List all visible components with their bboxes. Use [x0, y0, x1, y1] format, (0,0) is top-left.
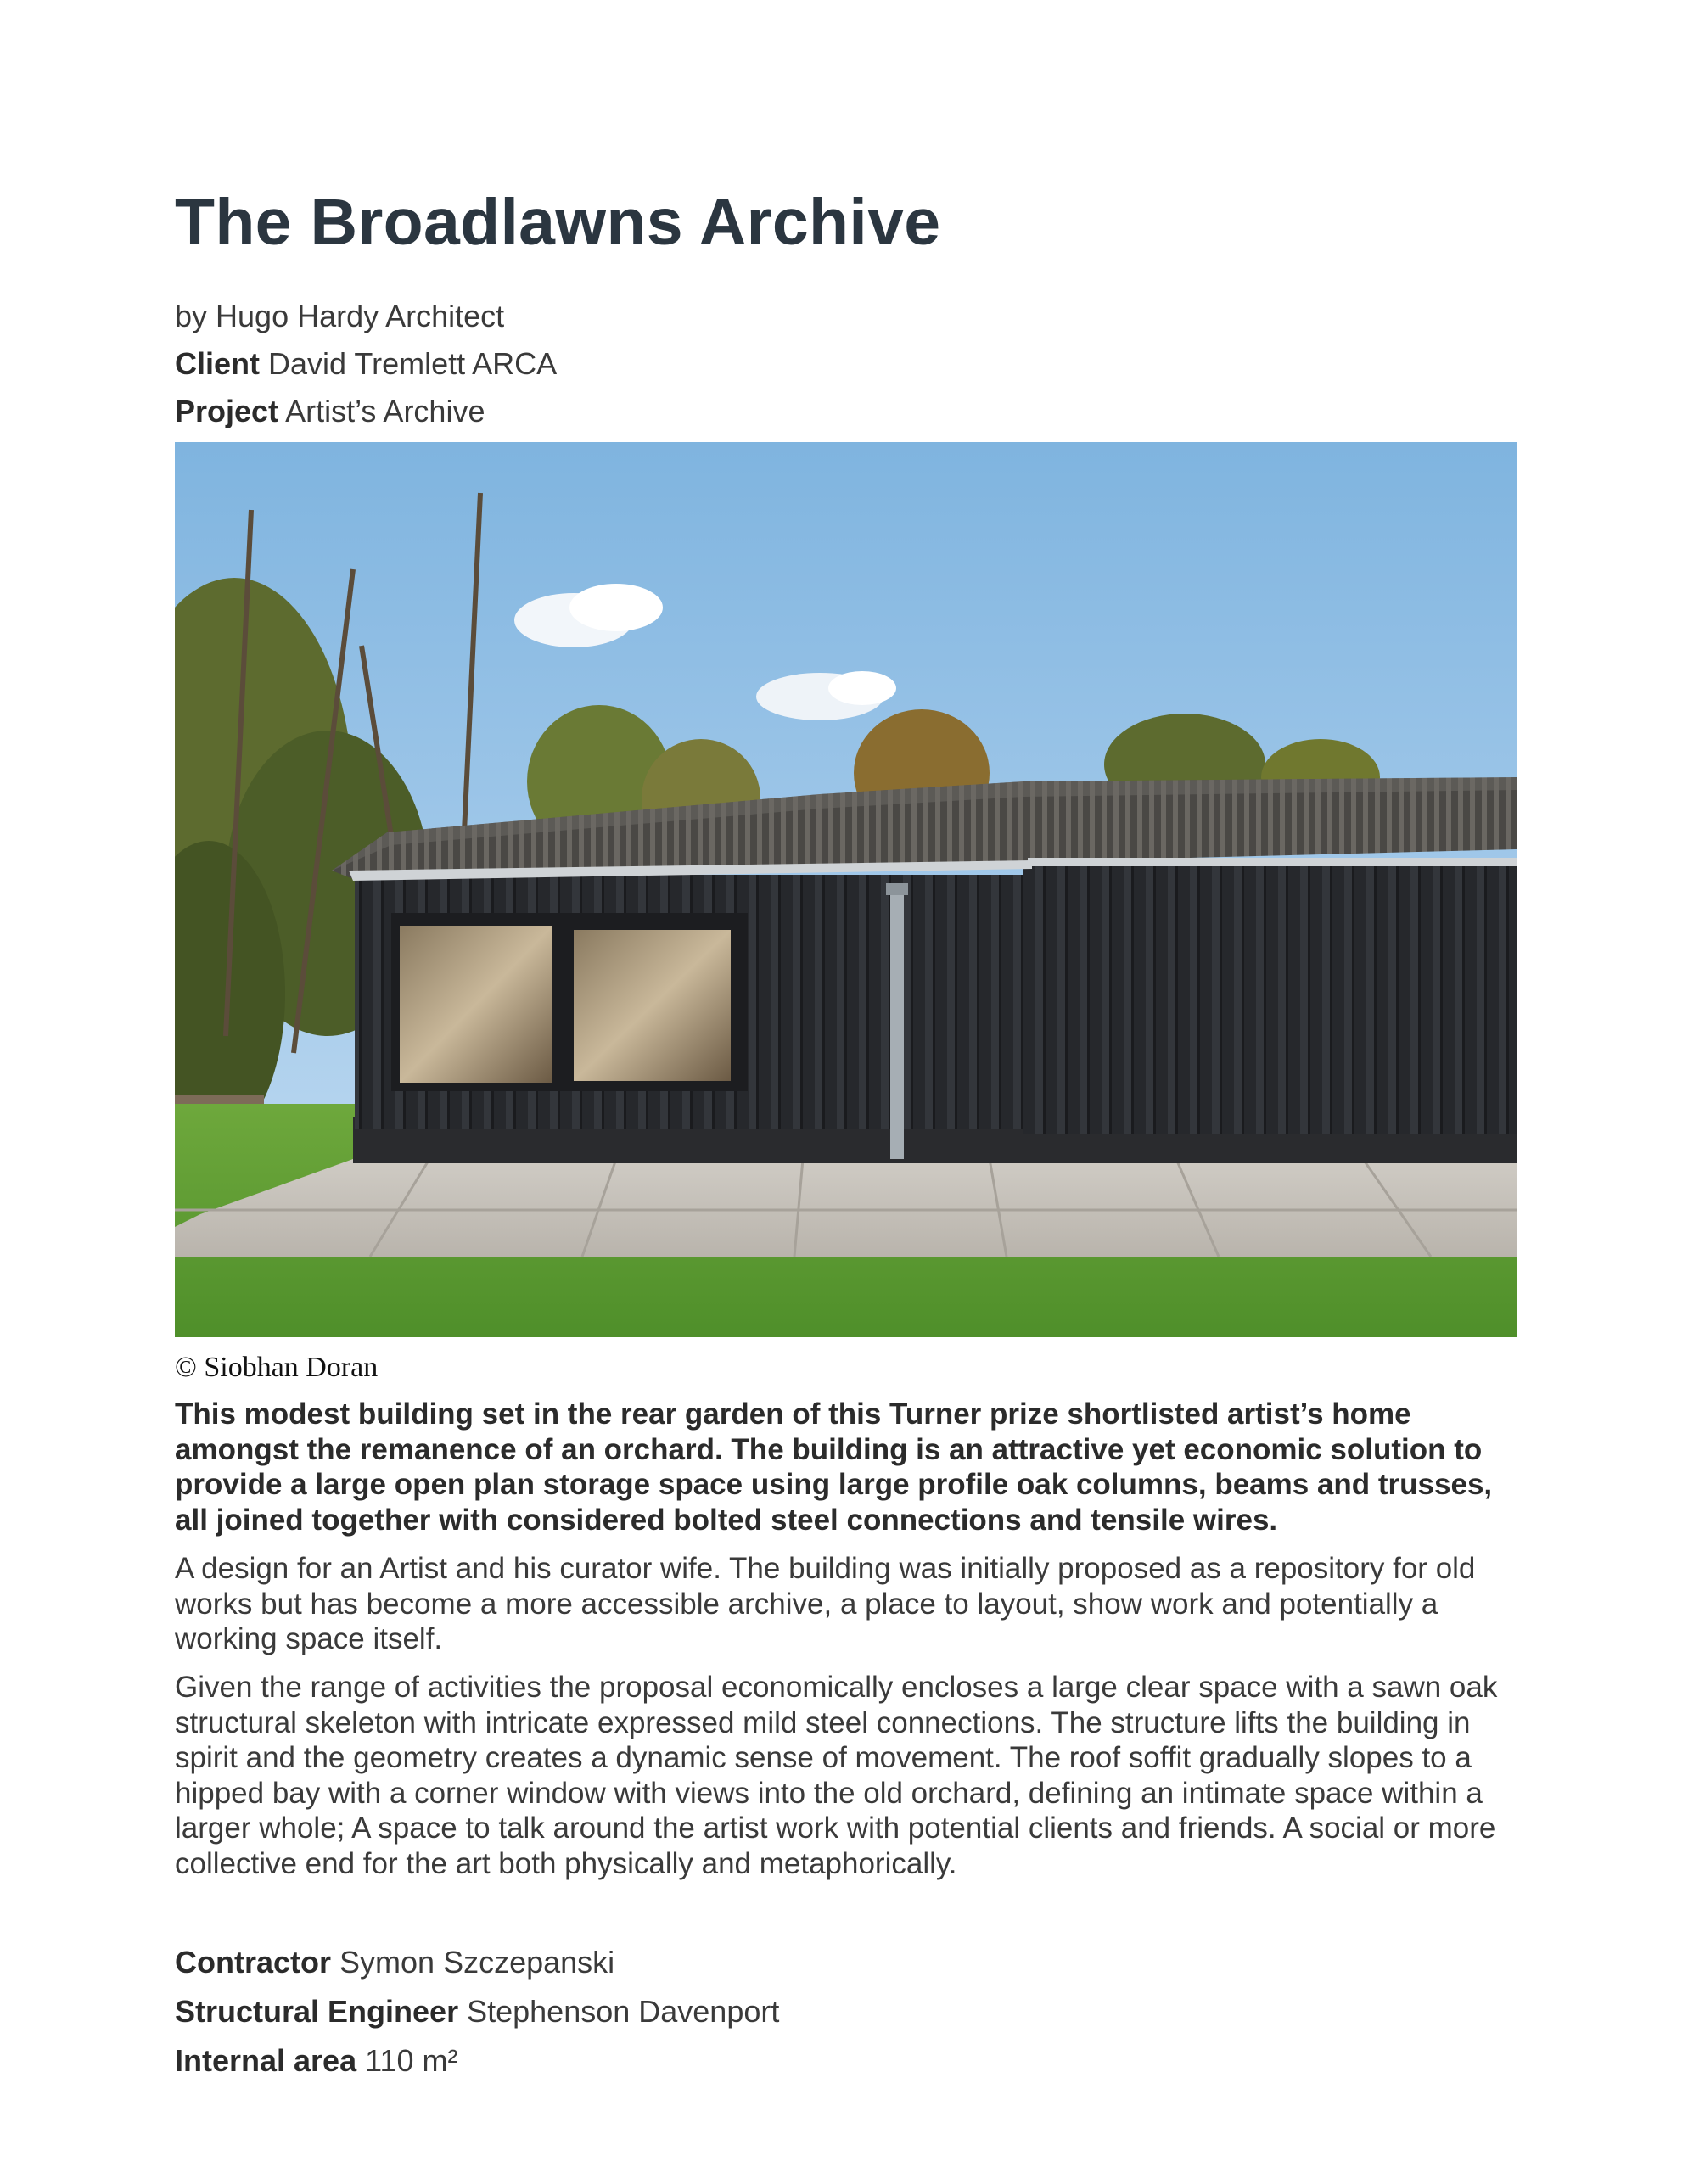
contractor-label: Contractor — [175, 1945, 332, 1980]
photo-credit: © Siobhan Doran — [175, 1352, 379, 1383]
contractor-line — [175, 1945, 614, 1980]
project-value: Artist’s Archive — [285, 394, 485, 428]
area-label: Internal area — [175, 2043, 357, 2078]
body-paragraph: A design for an Artist and his curator wife. The building was initially proposed as a repository for old works but has become a more accessible archive, a place to layout, show work and potentially a working space itself. — [175, 1552, 1476, 1655]
project-line — [175, 394, 485, 429]
lead-paragraph: This modest building set in the rear garden of this Turner prize shortlisted artist’s home amongst the remanence of an orchard. The building is an attractive yet economic solution to provide a large open plan storage space using large profile oak columns, beams and trusses, all joined together with considered bolted steel connections and tensile wires. — [175, 1397, 1493, 1537]
engineer-line — [175, 1994, 779, 2030]
client-line — [175, 346, 557, 382]
client-label: Client — [175, 346, 261, 381]
area-value: 110 m² — [365, 2043, 458, 2078]
contractor-value: Symon Szczepanski — [339, 1945, 615, 1980]
building-photo — [175, 442, 1517, 1337]
byline — [175, 299, 504, 334]
client-value: David Tremlett ARCA — [268, 346, 558, 381]
area-line — [175, 2043, 458, 2079]
body-paragraph: Given the range of activities the proposal economically encloses a large clear space with a sawn oak structural skeleton with intricate expressed mild steel connections. The structure lifts the building in spirit and the geometry creates a dynamic sense of movement. The roof soffit gradually slopes to a hipped bay with a corner window with views into the old orchard, defining an intimate space within a larger whole; A space to talk around the artist work with potential clients and friends. A social or more collective end for the art both physically and metaphorically. — [175, 1671, 1498, 1880]
project-label: Project — [175, 394, 279, 428]
engineer-label: Structural Engineer — [175, 1994, 459, 2029]
byline-text: by Hugo Hardy Architect — [175, 299, 505, 333]
engineer-value: Stephenson Davenport — [467, 1994, 780, 2029]
page-title: The Broadlawns Archive — [175, 186, 941, 259]
